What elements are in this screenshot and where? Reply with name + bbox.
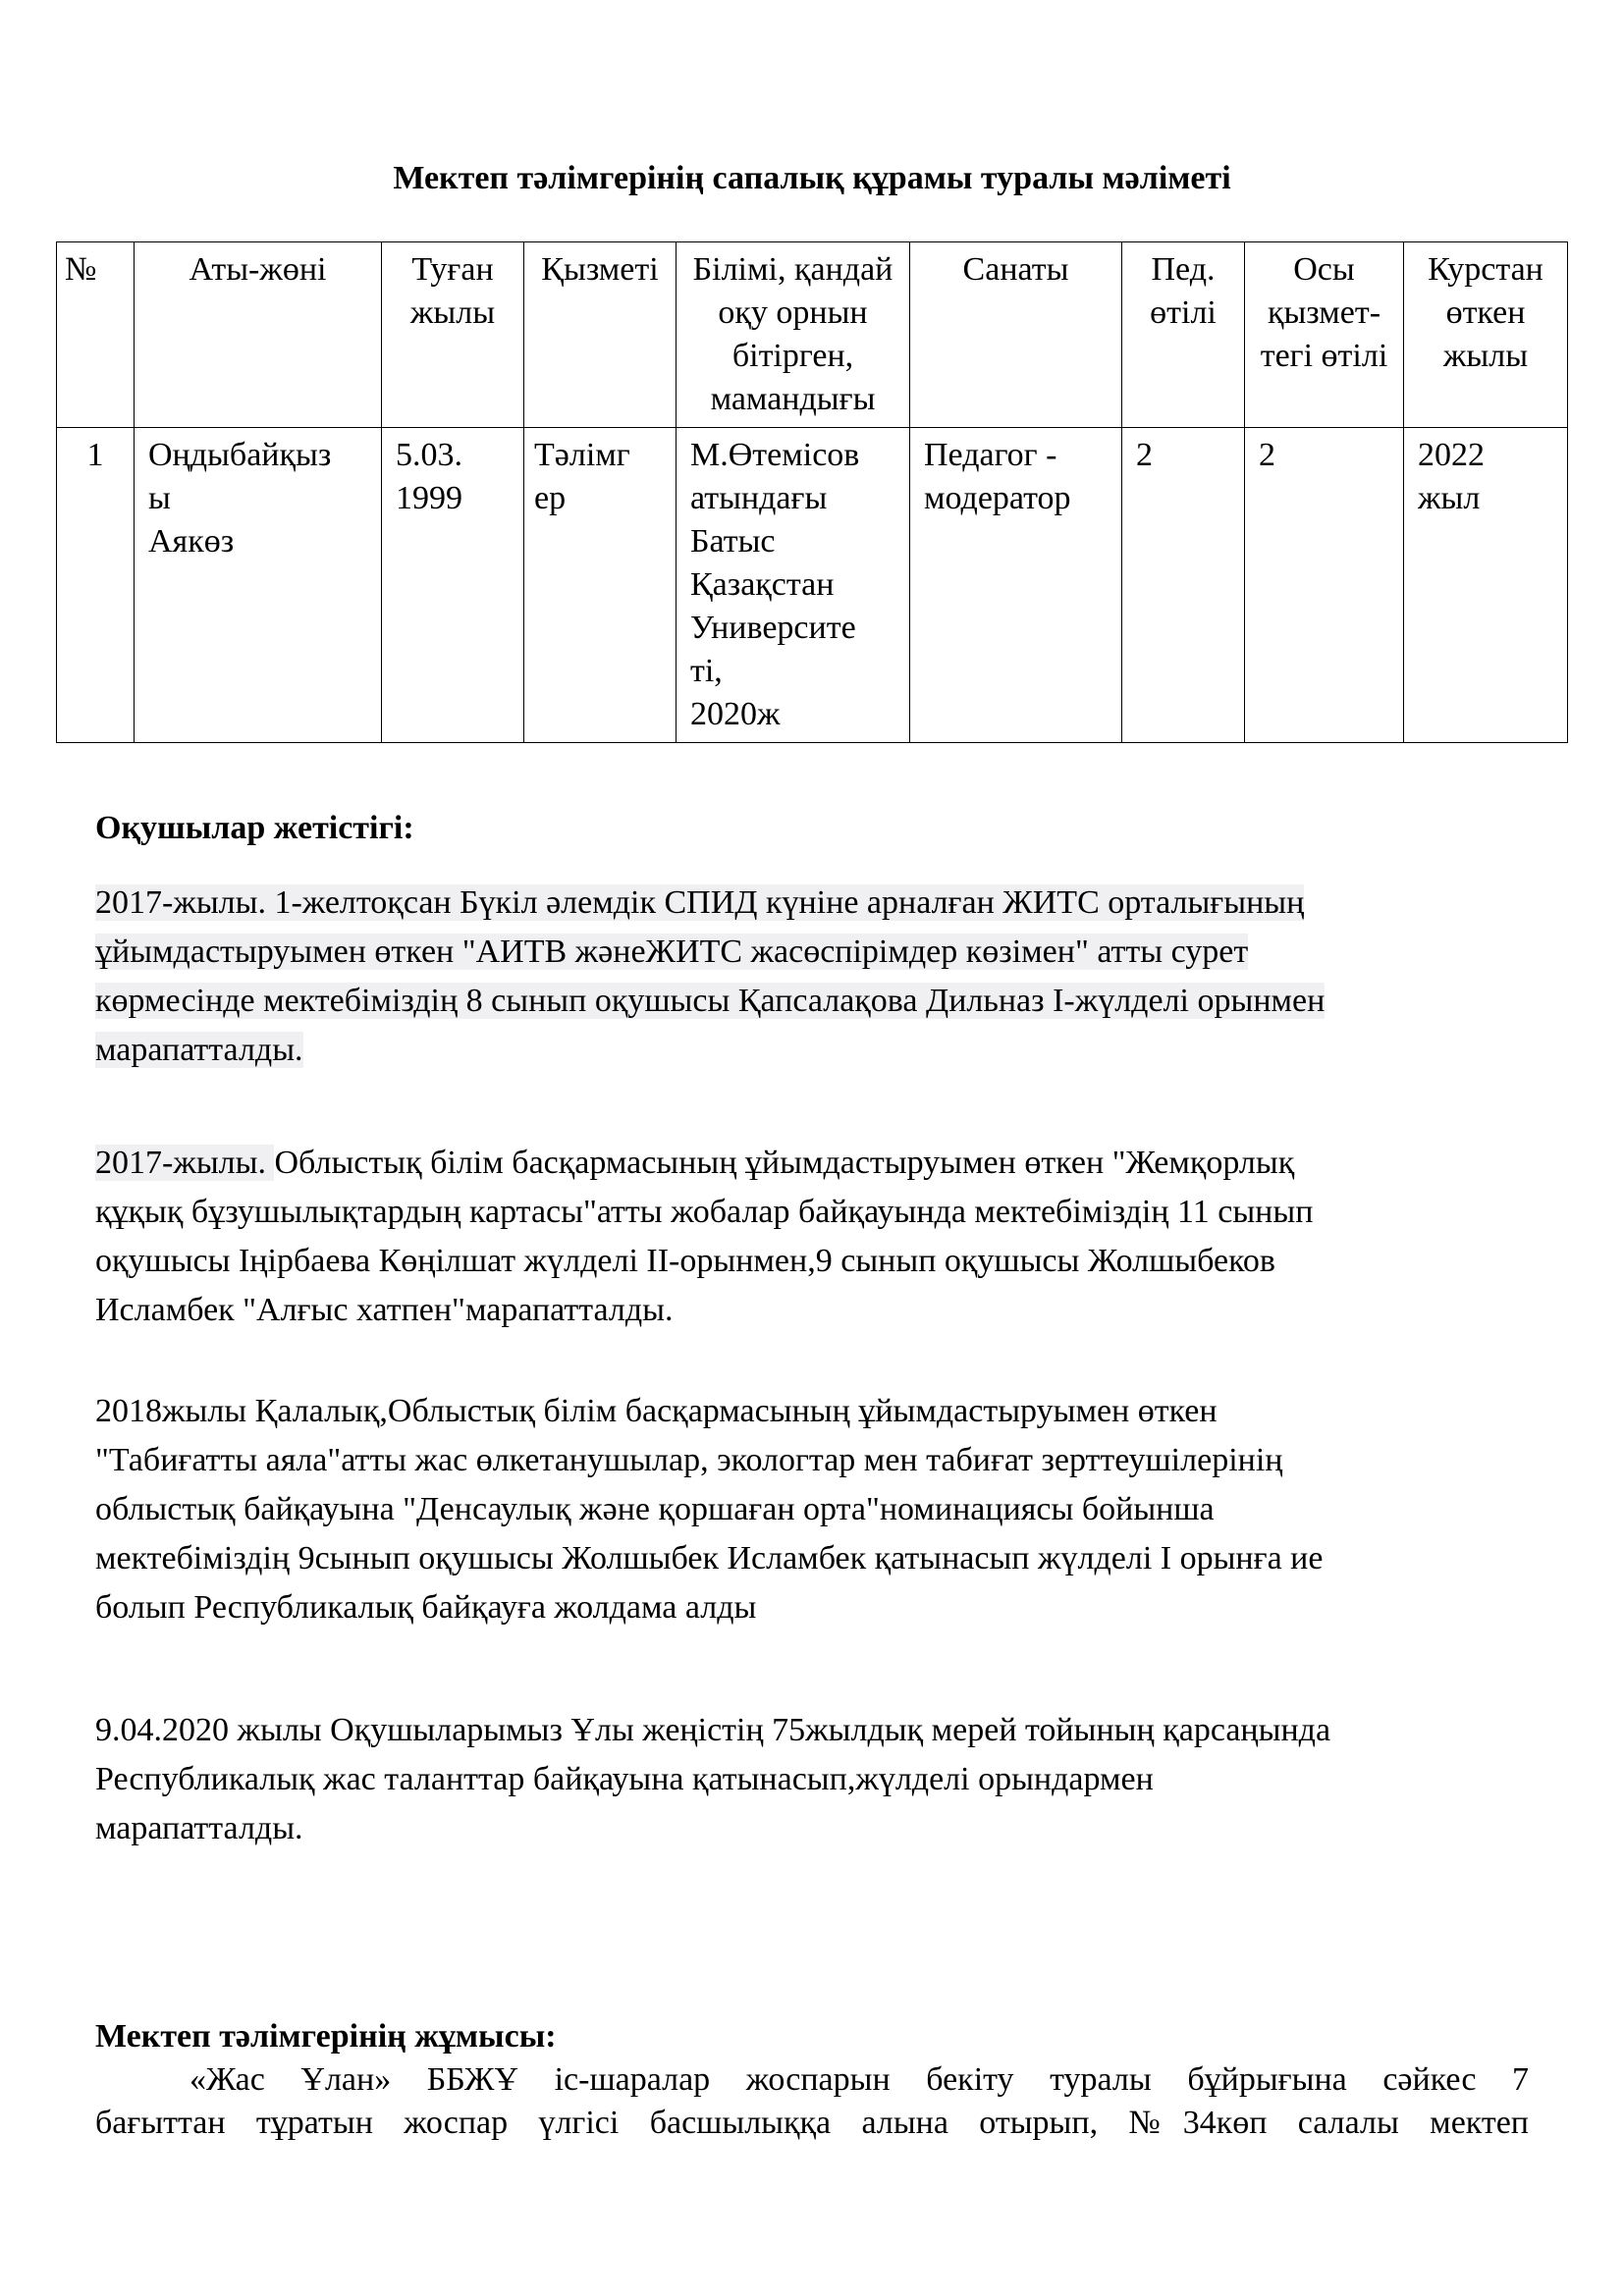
document-title: Мектеп тәлімгерінің сапалық құрамы туралы мәліметі: [393, 160, 1231, 196]
header-position-experience: Осы қызмет- тегі өтілі: [1245, 242, 1404, 428]
staff-table: [56, 241, 1568, 743]
cell-course-year: 2022 жыл: [1404, 428, 1568, 743]
achievement-paragraph-3: 2018жылы Қалалық,Облыстық білім басқармасының ұйымдастыруымен өткен "Табиғатты аяла"атты жас өлкетанушылар, экологтар мен табиғат зерттеушілерінің облыстық байқауына "Денсаулық және қоршаған орта"номинациясы бойынша мектебіміздің 9сынып оқушысы Жолшыбек Исламбек қатынасып жүлделі І орынға ие болып Республикалық байқауға жолдама алды: [95, 1393, 1324, 1626]
header-full-name: Аты-жөні: [135, 242, 382, 428]
header-birth-year: Туған жылы: [382, 242, 524, 428]
achievement-paragraph-4: 9.04.2020 жылы Оқушыларымыз Ұлы жеңістің 75жылдық мерей тойының қарсаңында Республикалық жас таланттар байқауына қатынасып,жүлделі орындармен марапатталды.: [95, 1712, 1331, 1846]
achievement-paragraph-1: 2017-жылы. 1-желтоқсан Бүкіл әлемдік СПИД күніне арналған ЖИТС орталығының ұйымдастыруымен өткен "АИТВ жәнеЖИТС жасөспірімдер көзімен" атты сурет көрмесінде мектебіміздің 8 сынып оқушысы Қапсалақова Дильназ І-жүлделі орынмен марапатталды.: [95, 884, 1326, 1068]
cell-ped-experience: 2: [1122, 428, 1245, 743]
cell-category: Педагог - модератор: [910, 428, 1122, 743]
achievement-paragraph-2: 2017-жылы. Облыстық білім басқармасының ұйымдастыруымен өткен "Жемқорлық құқық бұзушылықтардың картасы"атты жобалар байқауында мектебіміздің 11 сынып оқушысы Іңірбаева Көңілшат жүлделі ІІ-орынмен,9 сынып оқушысы Жолшыбеков Исламбек "Алғыс хатпен"марапатталды.: [95, 1145, 1314, 1328]
cell-birth-year: 5.03. 1999: [382, 428, 524, 743]
cell-position-experience: 2: [1245, 428, 1404, 743]
cell-position: Тәлімг ер: [524, 428, 677, 743]
work-paragraph: «Жас Ұлан» ББЖҰ іс-шаралар жоспарын бекіту туралы бұйрығына сәйкес 7 бағыттан тұратын жоспар үлгісі басшылыққа алына отырып, №34көп салалы мектеп: [95, 2061, 1529, 2141]
table-row: [57, 428, 1568, 743]
cell-number: 1: [57, 428, 135, 743]
achievements-heading: Оқушылар жетістігі:: [95, 810, 414, 846]
header-category: Санаты: [910, 242, 1122, 428]
header-education: Білімі, қандай оқу орнын бітірген, мамандығы: [677, 242, 910, 428]
header-course-year: Курстан өткен жылы: [1404, 242, 1568, 428]
cell-education: М.Өтемісов атындағы Батыс Қазақстан Университе ті, 2020ж: [677, 428, 910, 743]
work-heading: Мектеп тәлімгерінің жұмысы:: [95, 2018, 557, 2055]
header-ped-experience: Пед. өтілі: [1122, 242, 1245, 428]
header-position: Қызметі: [524, 242, 677, 428]
cell-full-name: Оңдыбайқыз ы Аякөз: [135, 428, 382, 743]
header-number: №: [57, 242, 135, 428]
table-header-row: [57, 242, 1568, 428]
